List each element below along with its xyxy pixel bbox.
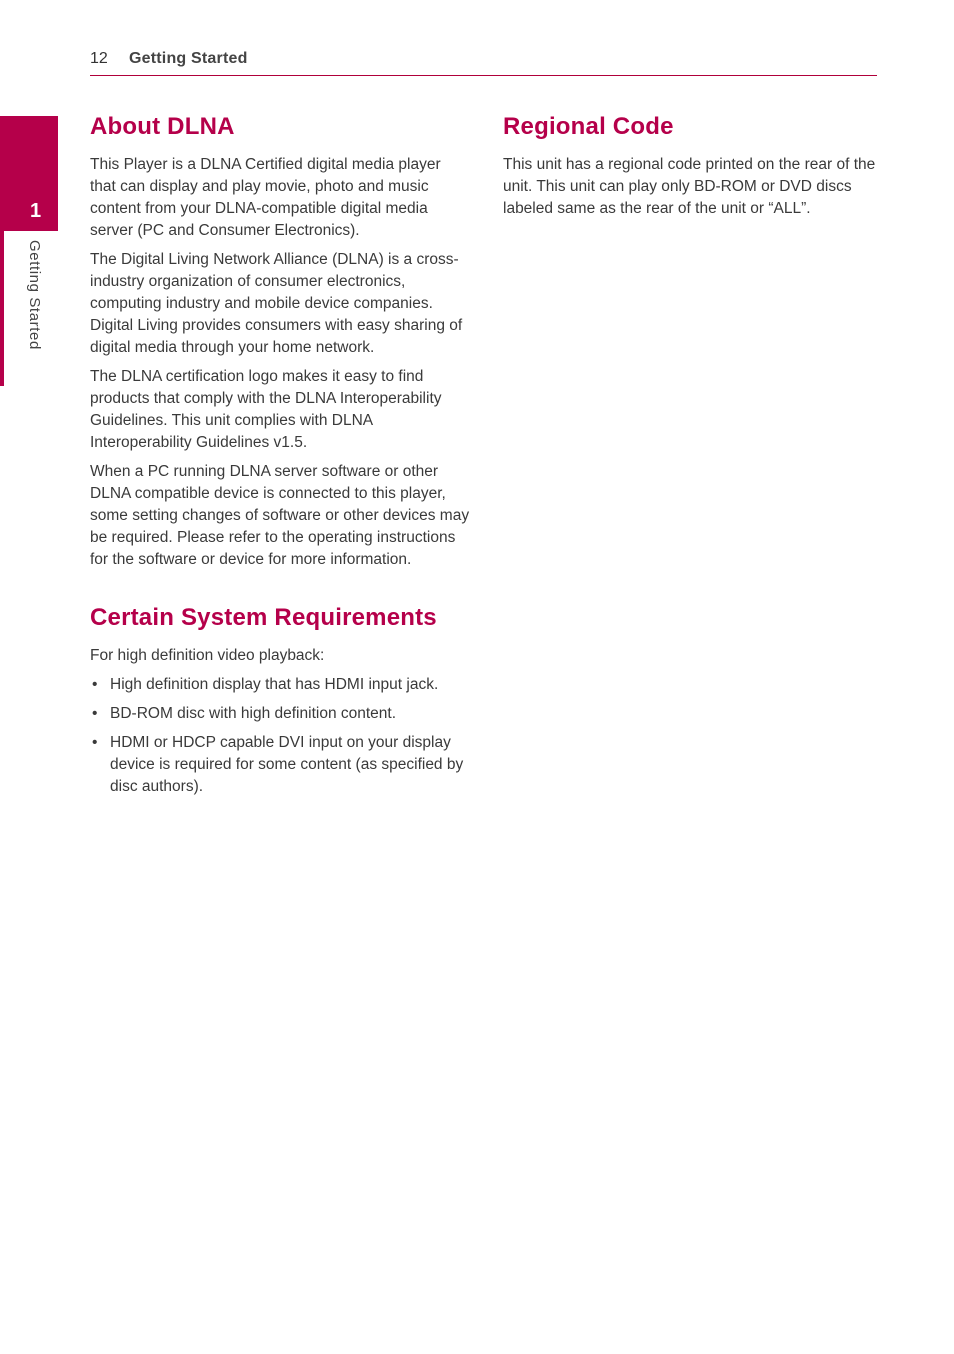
chapter-number: 1 (30, 200, 42, 222)
chapter-label: Getting Started (26, 240, 43, 350)
system-requirements-section (90, 601, 470, 798)
bullet-icon: • (92, 734, 98, 751)
regional-code-paragraph: This unit has a regional code printed on the rear of the unit. This unit can play only BD-ROM or DVD discs labeled same as the rear of the unit or “ALL”. (503, 156, 876, 217)
chapter-tab (0, 116, 58, 231)
list-item (90, 674, 470, 696)
list-item (90, 703, 470, 725)
page-header (90, 48, 877, 76)
list-item-text: HDMI or HDCP capable DVI input on your display device is required for some content (as specified by disc authors). (110, 734, 464, 795)
header-title: Getting Started (129, 50, 248, 67)
about-dlna-paragraph: The DLNA certification logo makes it easy to find products that comply with the DLNA Interoperability Guidelines. This unit complies with DLNA Interoperability Guidelines v1.5. (90, 368, 442, 451)
bullet-icon: • (92, 705, 98, 722)
about-dlna-section (90, 110, 470, 571)
right-column (503, 110, 878, 227)
list-item-text: High definition display that has HDMI input jack. (110, 676, 439, 693)
requirements-list (90, 674, 470, 798)
about-dlna-paragraph: The Digital Living Network Alliance (DLNA) is a cross-industry organization of consumer electronics, computing industry and mobile device companies. Digital Living provides consumers with easy sharing of digital media through your home network. (90, 251, 463, 356)
system-requirements-heading: Certain System Requirements (90, 604, 437, 631)
about-dlna-paragraph: When a PC running DLNA server software or other DLNA compatible device is connected to this player, some setting changes of software or other devices may be required. Please refer to the operating instructions for the software or device for more information. (90, 463, 470, 568)
list-item-text: BD-ROM disc with high definition content. (110, 705, 397, 722)
system-requirements-intro: For high definition video playback: (90, 647, 325, 664)
about-dlna-heading: About DLNA (90, 113, 235, 140)
about-dlna-paragraph: This Player is a DLNA Certified digital media player that can display and play movie, photo and music content from your DLNA-compatible digital media server (PC and Consumer Electronics). (90, 156, 441, 239)
regional-code-heading: Regional Code (503, 113, 674, 140)
bullet-icon: • (92, 676, 98, 693)
list-item (90, 732, 470, 798)
page-number: 12 (90, 50, 108, 67)
regional-code-section (503, 110, 878, 220)
left-column (90, 110, 470, 805)
